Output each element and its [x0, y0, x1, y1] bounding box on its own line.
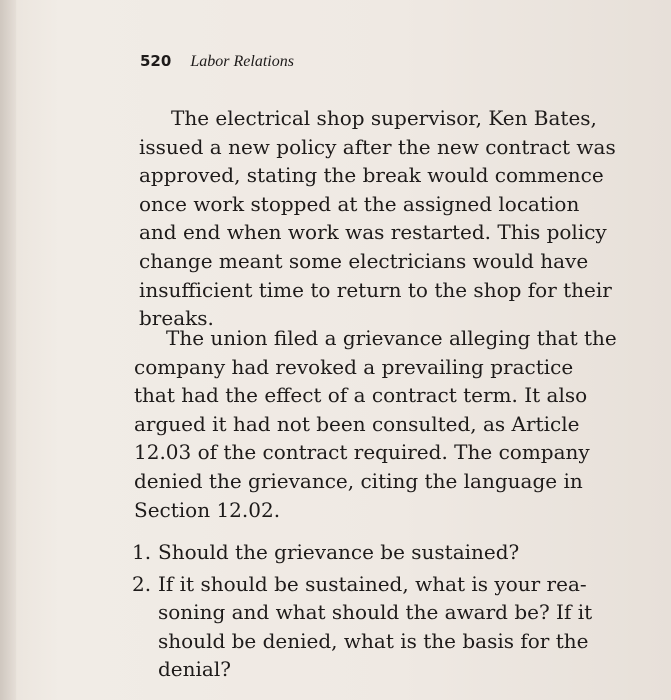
- question-item: [132, 538, 647, 567]
- running-head: Labor Relations: [190, 53, 294, 70]
- question-line: denial?: [158, 657, 231, 682]
- page-number: 520: [140, 52, 172, 70]
- question-item: [132, 570, 647, 684]
- text-line: The union filed a grievance alleging that the: [166, 326, 617, 350]
- question-number: 2.: [132, 571, 152, 596]
- page-header: [140, 50, 294, 73]
- text-line: once work stopped at the assigned location: [139, 191, 580, 216]
- paragraph-policy: [139, 104, 643, 333]
- question-line: should be denied, what is the basis for the: [158, 628, 589, 653]
- paragraph-grievance: [134, 324, 641, 524]
- text-line: The electrical shop supervisor, Ken Bates,: [171, 106, 597, 130]
- question-line: If it should be sustained, what is your rea-: [158, 571, 587, 596]
- text-line: Section 12.02.: [134, 497, 281, 522]
- text-line: issued a new policy after the new contract was: [139, 134, 616, 159]
- question-number: 1.: [132, 540, 152, 564]
- text-line: denied the grievance, citing the language in: [134, 468, 583, 493]
- text-line: insufficient time to return to the shop for their: [139, 277, 612, 302]
- text-line: 12.03 of the contract required. The company: [134, 440, 590, 465]
- question-line: soning and what should the award be? If it: [158, 600, 593, 625]
- text-line: breaks.: [139, 306, 214, 331]
- text-line: company had revoked a prevailing practice: [134, 354, 574, 379]
- text-line: argued it had not been consulted, as Article: [134, 411, 580, 436]
- text-line: and end when work was restarted. This policy: [139, 220, 607, 245]
- question-line: Should the grievance be sustained?: [158, 540, 520, 564]
- text-line: change meant some electricians would have: [139, 248, 589, 273]
- book-spine-shadow: [0, 0, 16, 700]
- text-line: approved, stating the break would commence: [139, 163, 604, 188]
- text-line: that had the effect of a contract term. It also: [134, 383, 588, 408]
- question-list: [132, 538, 647, 687]
